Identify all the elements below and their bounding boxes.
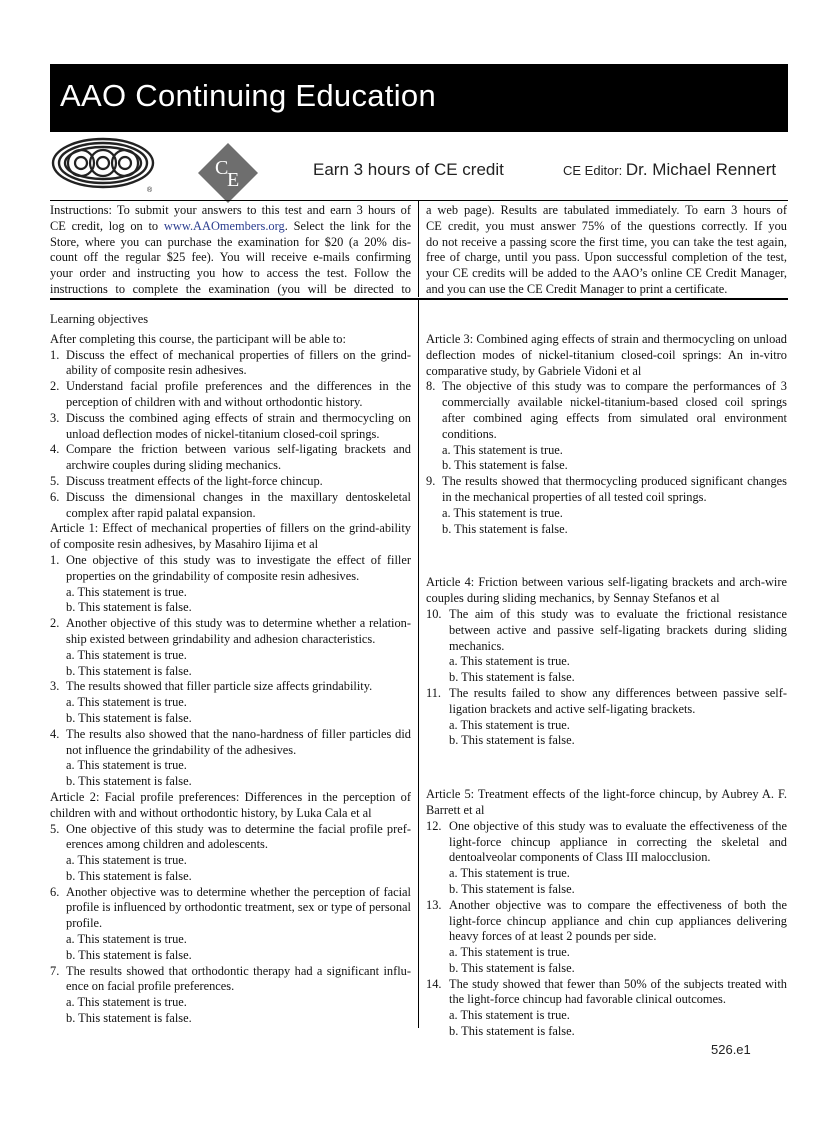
answer-option-false[interactable]: b. This statement is false.: [442, 458, 568, 473]
answer-option-false[interactable]: b. This statement is false.: [66, 1011, 192, 1026]
answer-option-true[interactable]: a. This statement is true.: [66, 758, 187, 773]
question-number: 4.: [50, 726, 60, 741]
question-text: The study showed that fewer than 50% of the subjects treated with the light-force chincup had favorable clinical outcomes.: [449, 976, 787, 1007]
objective-item: [50, 474, 411, 490]
instructions-line: CE credit, you must answer 75% of the questions correctly. If you: [426, 218, 787, 233]
answer-option-true[interactable]: a. This statement is true.: [442, 505, 563, 520]
objective-item: [50, 379, 411, 411]
objective-number: 1.: [50, 347, 60, 362]
question-number: 6.: [50, 884, 60, 899]
answer-option-true[interactable]: a. This statement is true.: [66, 695, 187, 710]
right-column: [426, 332, 787, 1040]
divider-top: [50, 200, 788, 201]
objective-number: 2.: [50, 379, 60, 394]
question-text: The results also showed that the nano-hardness of filler particles did not influence the grindability of the adhesives.: [66, 726, 411, 757]
registered-mark: ®: [147, 187, 153, 194]
question-text: The results showed that filler particle size affects grindability.: [66, 679, 373, 694]
answer-option-false[interactable]: b. This statement is false.: [66, 600, 192, 615]
objective-text: Compare the friction between various self-ligating brackets and archwire couples during sliding mechanics.: [66, 442, 411, 473]
article-title: Article 3: Combined aging effects of strain and thermocycling on unload deflection modes of nickel-titanium closed-coil springs: An in-vitro comparative study, by Gabriele Vidoni et al: [426, 332, 787, 378]
answer-option-true[interactable]: a. This statement is true.: [66, 647, 187, 662]
question-item: [50, 616, 411, 648]
objectives-list: [50, 348, 411, 522]
question-item: [50, 679, 411, 695]
question-item: [426, 686, 787, 718]
question-number: 11.: [426, 685, 442, 700]
instructions-line: do not receive a passing score the first time, you can take the test again,: [426, 234, 787, 249]
ce-editor: [563, 160, 776, 180]
question-number: 8.: [426, 379, 436, 394]
objective-number: 3.: [50, 410, 60, 425]
question-text: Another objective was to determine whether the perception of facial profile is influenced by orthodontic treatment, sex or type of personal profile.: [66, 884, 411, 931]
question-text: The results failed to show any differences between passive self-ligation brackets and active self-ligating brackets.: [449, 685, 787, 716]
answer-option-true[interactable]: a. This statement is true.: [66, 853, 187, 868]
answer-option-false[interactable]: b. This statement is false.: [66, 710, 192, 725]
answer-option-true[interactable]: a. This statement is true.: [66, 584, 187, 599]
answer-option-false[interactable]: b. This statement is false.: [66, 947, 192, 962]
question-text: The results showed that thermocycling produced significant changes in the mechanical properties of all tested coil springs.: [442, 474, 787, 504]
page-number: 526.e1: [711, 1042, 751, 1057]
instructions-left: [50, 203, 411, 298]
instructions-right: [426, 203, 787, 298]
ce-editor-name: Dr. Michael Rennert: [625, 160, 777, 179]
question-number: 14.: [426, 976, 442, 991]
answer-option-true[interactable]: a. This statement is true.: [449, 866, 570, 881]
answer-option-true[interactable]: a. This statement is true.: [449, 717, 570, 732]
column-divider-main: [418, 300, 419, 1028]
ce-diamond-logo-icon: [197, 142, 259, 204]
answer-option-true[interactable]: a. This statement is true.: [449, 1008, 570, 1023]
question-text: One objective of this study was to evaluate the effectiveness of the light-force chincup appliance in correcting the skeletal and dentoalveolar components of Class III malocclusion.: [449, 818, 787, 865]
question-text: Another objective was to compare the effectiveness of both the light-force chincup appliance and chin cup appliances delivering heavy forces of at least 2 pounds per side.: [449, 897, 787, 944]
objective-text: Understand facial profile preferences and the differences in the perception of children with and without orthodontic history.: [66, 379, 411, 409]
instructions-line: a web page). Results are tabulated immediately. To earn 3 hours of: [426, 203, 787, 217]
instructions-line: your order and instructing you how to access the test. Follow the: [50, 266, 411, 281]
right-articles: [426, 332, 787, 1040]
instructions-line: your CE credits will be added to the AAO’s online CE Credit Manager,: [426, 266, 787, 281]
answer-option-false[interactable]: b. This statement is false.: [66, 663, 192, 678]
answer-option-false[interactable]: b. This statement is false.: [449, 670, 575, 685]
question-item: [50, 964, 411, 996]
objectives-intro: After completing this course, the participant will be able to:: [50, 331, 346, 346]
answer-option-false[interactable]: b. This statement is false.: [66, 868, 192, 883]
objective-text: Discuss the effect of mechanical properties of fillers on the grind-ability of composite resin adhesives.: [66, 347, 411, 378]
question-number: 9.: [426, 474, 436, 489]
article-spacer: [426, 749, 787, 787]
question-item: [426, 379, 787, 442]
answer-option-false[interactable]: b. This statement is false.: [449, 733, 575, 748]
instructions-line: instructions to complete the examination (you will be directed to: [50, 281, 411, 296]
left-articles: [50, 521, 411, 1027]
answer-option-true[interactable]: a. This statement is true.: [442, 442, 563, 457]
article-title: Article 4: Friction between various self-ligating brackets and arch-wire couples during sliding mechanics, by Sennay Stefanos et al: [426, 575, 787, 606]
question-number: 3.: [50, 679, 60, 694]
objective-item: [50, 411, 411, 443]
answer-option-false[interactable]: b. This statement is false.: [442, 521, 568, 536]
question-item: [426, 977, 787, 1009]
objective-number: 4.: [50, 442, 60, 457]
instructions-line: Instructions: To submit your answers to this test and earn 3 hours of: [50, 203, 411, 217]
objective-item: [50, 442, 411, 474]
instructions-line: CE credit, log on to www.AAOmembers.org. Select the link for the: [50, 218, 411, 233]
question-text: The results showed that orthodontic therapy had a significant influ-ence on facial profile preferences.: [66, 963, 411, 994]
ce-logo-e: E: [227, 169, 240, 191]
objective-number: 5.: [50, 473, 60, 488]
column-divider-instructions: [418, 201, 419, 297]
answer-option-false[interactable]: b. This statement is false.: [66, 774, 192, 789]
question-item: [426, 607, 787, 654]
answer-option-true[interactable]: a. This statement is true.: [66, 932, 187, 947]
question-text: The objective of this study was to compare the performances of 3 commercially available nickel-titanium-based closed coil springs after combined aging effects from simulated oral environment conditions.: [442, 379, 787, 441]
divider-main: [50, 298, 788, 300]
article-title: Article 2: Facial profile preferences: Differences in the perception of children with and without orthodontic history, by Luka Cala et al: [50, 789, 411, 820]
question-text: One objective of this study was to investigate the effect of filler properties on the grindability of composite resin adhesives.: [66, 552, 411, 583]
question-text: Another objective of this study was to determine whether a relation-ship existed between grindability and adhesion characteristics.: [66, 616, 411, 646]
instructions-line: Store, where you can purchase the examination for $20 (a 20% dis-: [50, 234, 411, 249]
aao-members-link[interactable]: www.AAOmembers.org: [163, 218, 285, 233]
question-number: 10.: [426, 606, 442, 621]
question-item: [50, 727, 411, 759]
left-column: [50, 312, 411, 1027]
objective-text: Discuss the combined aging effects of strain and thermocycling on unload deflection modes of nickel-titanium closed-coil springs.: [66, 410, 411, 441]
aao-logo-icon: [50, 136, 156, 194]
answer-option-true[interactable]: a. This statement is true.: [449, 945, 570, 960]
ce-credit-hours: Earn 3 hours of CE credit: [313, 160, 504, 179]
objectives-heading: Learning objectives: [50, 312, 149, 326]
answer-option-false[interactable]: b. This statement is false.: [449, 881, 575, 896]
question-number: 5.: [50, 821, 60, 836]
instructions-line: free of charge, until you pass. Upon successful completion of the test,: [426, 250, 787, 265]
article-title: Article 1: Effect of mechanical properties of fillers on the grind-ability of composite resin adhesives, by Masahiro Iijima et al: [50, 521, 411, 552]
answer-option-true[interactable]: a. This statement is true.: [449, 654, 570, 669]
article-title: Article 5: Treatment effects of the light-force chincup, by Aubrey A. F. Barrett et al: [426, 787, 787, 817]
objective-number: 6.: [50, 489, 60, 504]
ce-editor-label: CE Editor:: [563, 163, 626, 178]
instructions-line: and you can use the CE Credit Manager to print a certificate.: [426, 281, 728, 296]
question-item: [50, 885, 411, 932]
instructions-line: count off the regular $25 fee). You will receive e-mails confirming: [50, 250, 411, 265]
question-text: One objective of this study was to determine the facial profile pref-erences among children and adolescents.: [66, 821, 411, 852]
page-title: AAO Continuing Education: [60, 78, 436, 113]
answer-option-false[interactable]: b. This statement is false.: [449, 1024, 575, 1039]
question-text: The aim of this study was to evaluate the frictional resistance between active and passive self-ligating brackets during sliding mechanics.: [449, 606, 787, 653]
question-number: 7.: [50, 963, 60, 978]
article-spacer: [426, 537, 787, 575]
ce-logo-c: C: [215, 157, 229, 179]
question-number: 2.: [50, 616, 60, 631]
objective-text: Discuss treatment effects of the light-force chincup.: [66, 473, 323, 488]
answer-option-false[interactable]: b. This statement is false.: [449, 960, 575, 975]
objective-item: [50, 348, 411, 380]
question-item: [50, 553, 411, 585]
question-number: 1.: [50, 552, 60, 567]
question-number: 12.: [426, 818, 442, 833]
question-item: [426, 898, 787, 945]
objective-text: Discuss the dimensional changes in the maxillary dentoskeletal complex after rapid palatal expansion.: [66, 489, 411, 520]
question-item: [426, 819, 787, 866]
question-number: 13.: [426, 897, 442, 912]
answer-option-true[interactable]: a. This statement is true.: [66, 995, 187, 1010]
title-banner: [50, 64, 788, 132]
question-item: [50, 822, 411, 854]
objective-item: [50, 490, 411, 522]
question-item: [426, 474, 787, 506]
